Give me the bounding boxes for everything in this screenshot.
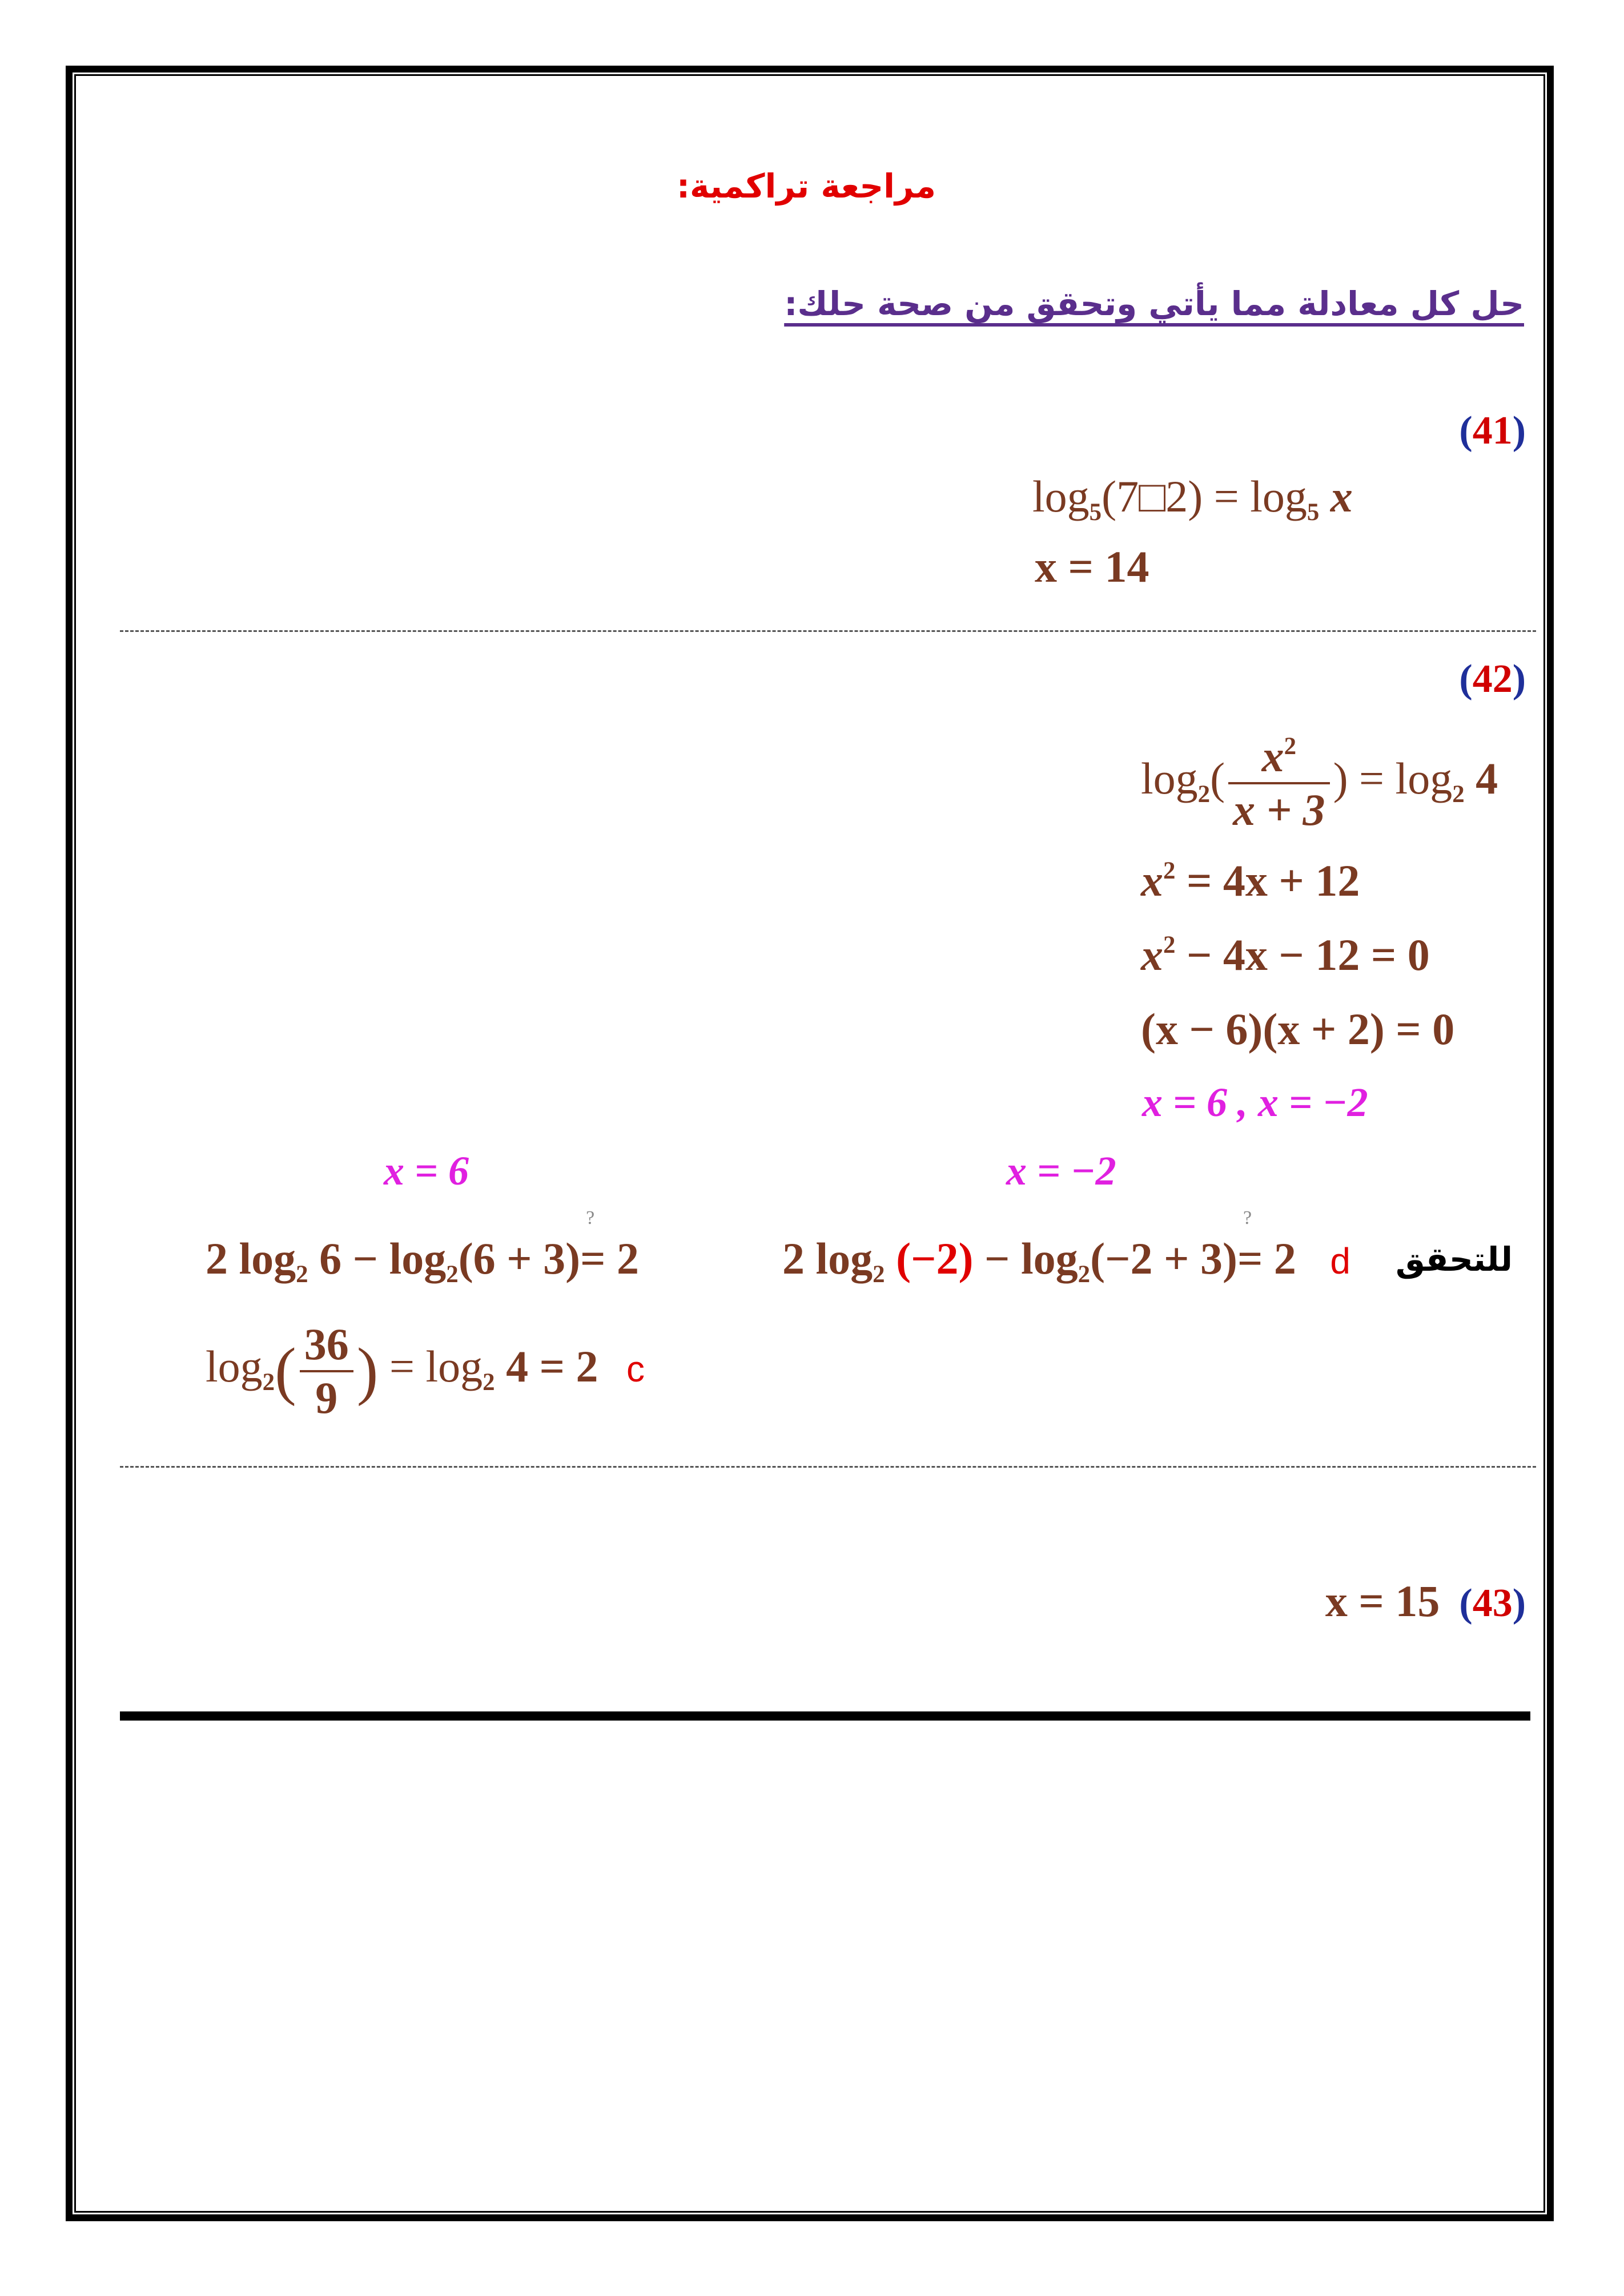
problem-42-step4: (x − 6)(x + 2) = 0	[1141, 1004, 1455, 1054]
p42-base: 2	[1197, 780, 1211, 808]
p41-log-2: log	[1250, 472, 1307, 521]
p41-eq: =	[1213, 472, 1239, 521]
p42-s3-var: x	[1141, 930, 1163, 980]
check-header-right: x = −2	[1006, 1148, 1116, 1194]
cr-b1: 2	[873, 1261, 885, 1288]
p42-fraction	[1228, 731, 1329, 836]
check-label: للتحقق	[1396, 1240, 1513, 1279]
separator-1	[120, 630, 1536, 632]
check-right-line	[782, 1233, 1350, 1288]
p41-arg: (7□2)	[1102, 472, 1203, 521]
cr-b2: 2	[1078, 1261, 1091, 1288]
problem-41-answer: x = 14	[1035, 542, 1149, 591]
p42-s2-rest: = 4x + 12	[1186, 856, 1360, 905]
cl2-mark: c	[626, 1348, 645, 1389]
problem-42-num-value: 42	[1472, 657, 1513, 701]
problem-42-number: (42)	[1459, 657, 1526, 701]
cr-p4: (−2 + 3)	[1090, 1234, 1237, 1283]
problem-41-equation	[1032, 471, 1353, 526]
problem-43	[1325, 1576, 1526, 1627]
cl2-log: log	[206, 1341, 263, 1391]
cr-p5: ? = 2	[1237, 1234, 1296, 1283]
p42-frac-den: x + 3	[1233, 785, 1325, 835]
p42-frac-num: x	[1261, 731, 1284, 781]
p42-log: log	[1141, 753, 1198, 803]
cl2-base: 2	[262, 1368, 275, 1396]
page-title: مراجعة تراكمية:	[676, 167, 936, 206]
cl2-num: 36	[300, 1319, 353, 1372]
cl2-b1: 2	[483, 1368, 495, 1396]
problem-43-answer: x = 15	[1325, 1576, 1440, 1626]
problem-43-num-value: 43	[1472, 1581, 1513, 1625]
p41-base-2: 5	[1307, 499, 1320, 526]
page-border-inner	[74, 74, 1545, 2213]
cl2-fraction	[300, 1319, 353, 1424]
instruction-text: حل كل معادلة مما يأتي وتحقق من صحة حلك:	[784, 284, 1524, 323]
section-end-rule	[120, 1711, 1530, 1721]
cl1-b1: 2	[296, 1261, 308, 1288]
cr-p1: 2 log	[782, 1234, 873, 1283]
cr-p3: − log	[984, 1234, 1078, 1283]
p42-rhs-base: 2	[1452, 780, 1465, 808]
p42-rhs: = log	[1359, 753, 1453, 803]
cl1-b2: 2	[446, 1261, 459, 1288]
problem-42-step1: $\log_2$( $\frac{x^2}{x + 3}$ ) = $\log_2 4$	[1141, 731, 1498, 835]
check-left-line1	[206, 1233, 639, 1288]
cl2-den: 9	[315, 1373, 338, 1423]
cl1-p3: (6 + 3)	[458, 1234, 581, 1283]
cr-mark: d	[1330, 1240, 1350, 1282]
problem-41-number: (41)	[1459, 409, 1526, 453]
separator-2	[120, 1466, 1536, 1468]
problem-42-solutions: x = 6 , x = −2	[1142, 1079, 1368, 1125]
cl1-p2: 6 − log	[319, 1234, 447, 1283]
p42-s2-var: x	[1141, 856, 1163, 905]
problem-43-number: (43)	[1459, 1581, 1526, 1625]
cl1-p1: 2 log	[206, 1234, 296, 1283]
problem-41-num-value: 41	[1472, 409, 1513, 453]
check-left-line2: $\log_2$( $\frac{36}{9}$ ) = $\log_2 4 = 2$ c	[206, 1319, 645, 1423]
cl2-p2: 4 = 2	[506, 1341, 598, 1391]
problem-42-step2	[1141, 855, 1360, 907]
cl2-p1: = log	[389, 1341, 483, 1391]
p42-s3-exp: 2	[1163, 931, 1176, 958]
p41-var: x	[1330, 472, 1353, 521]
cr-neg2: (−2)	[896, 1234, 974, 1283]
p42-s2-exp: 2	[1163, 857, 1176, 884]
p41-log-1: log	[1032, 472, 1090, 521]
p42-rhs-val: 4	[1476, 753, 1498, 803]
p42-frac-exp: 2	[1284, 732, 1297, 760]
problem-42-step3	[1141, 929, 1430, 981]
cl1-p4: ? = 2	[580, 1234, 639, 1283]
p42-s3-rest: − 4x − 12 = 0	[1186, 930, 1430, 980]
check-header-left: x = 6	[384, 1148, 469, 1194]
p41-base-1: 5	[1089, 499, 1102, 526]
